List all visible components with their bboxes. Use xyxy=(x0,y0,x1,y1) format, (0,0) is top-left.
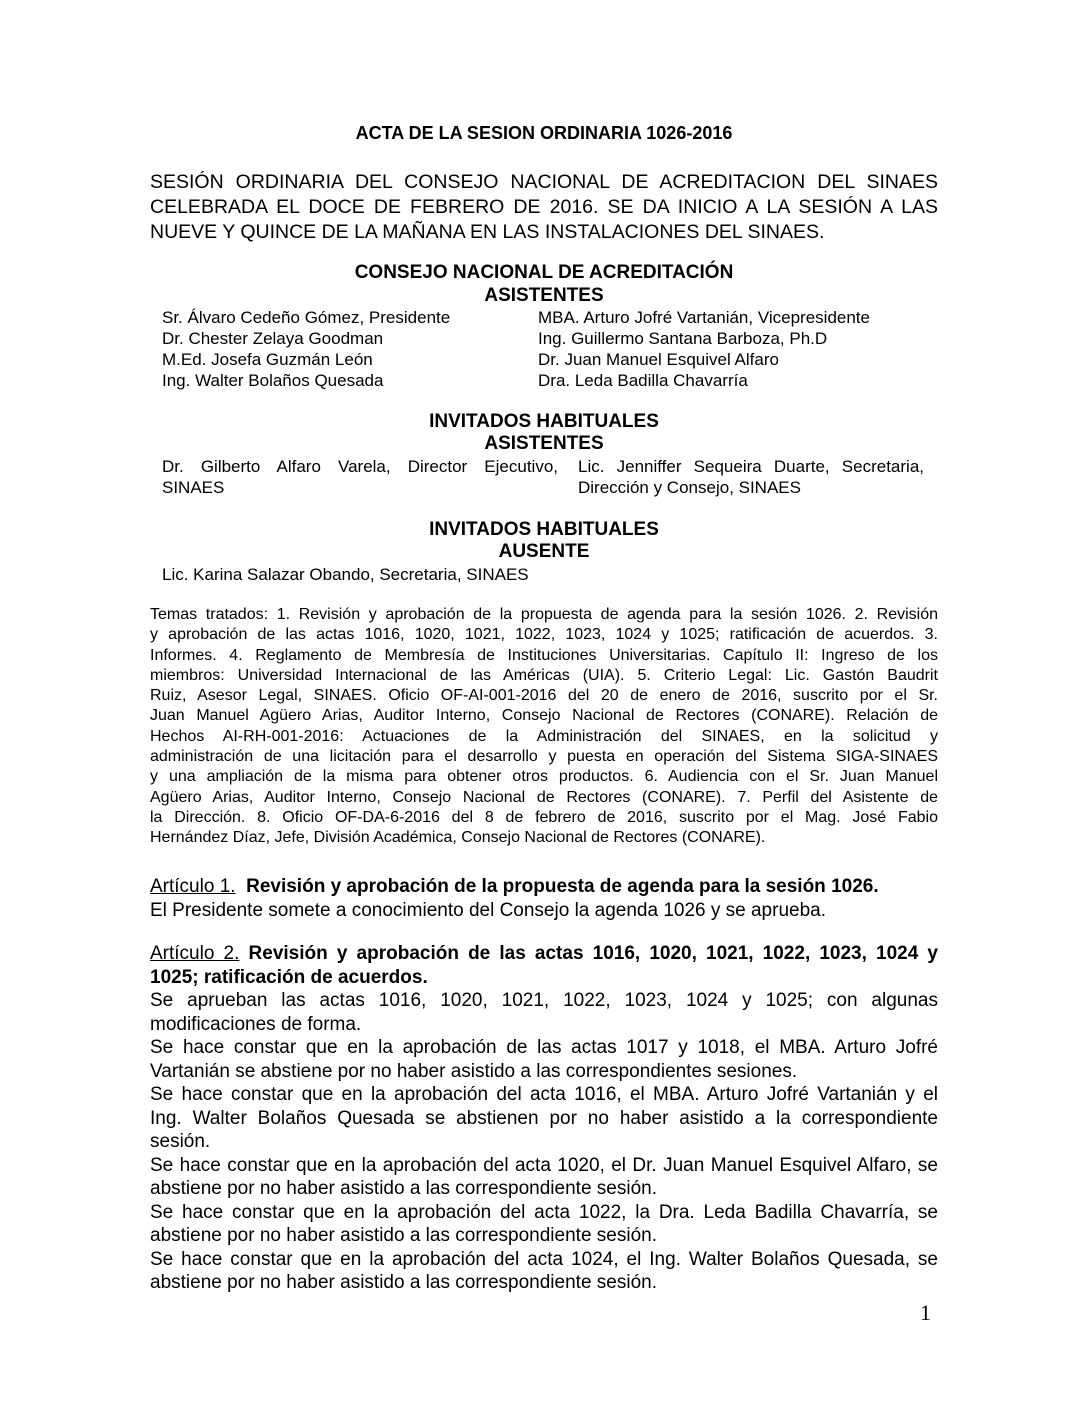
paragraph-line: sesión. xyxy=(150,1131,211,1152)
invitados-asistentes-heading: INVITADOS HABITUALES xyxy=(429,411,659,432)
articulo-1-body: El Presidente somete a conocimiento del Consejo la agenda 1026 y se aprueba. xyxy=(150,899,826,921)
invitado-left xyxy=(162,456,558,498)
paragraph-line: abstiene por no haber asistido a las correspondiente sesión. xyxy=(150,1272,657,1293)
articulo-1 xyxy=(150,875,938,922)
paragraph-line: Se hace constar que en la aprobación del acta 1016, el MBA. Arturo Jofré Vartanián y el xyxy=(150,1084,938,1105)
member-name: Dr. Chester Zelaya Goodman xyxy=(162,329,384,348)
paragraph-line: Se aprueban las actas 1016, 1020, 1021, 1022, 1023, 1024 y 1025; con algunas xyxy=(150,990,938,1011)
temas-line: Temas tratados: 1. Revisión y aprobación de la propuesta de agenda para la sesión 1026. 2. Revisión xyxy=(150,606,938,623)
articulo-label: Artículo 2. xyxy=(150,943,240,964)
temas-line: Ruiz, Asesor Legal, SINAES. Oficio OF-AI-001-2016 del 20 de enero de 2016, suscrito por el Sr. xyxy=(150,687,938,705)
temas-line: Hernández Díaz, Jefe, División Académica, Consejo Nacional de Rectores (CONARE). xyxy=(150,829,766,847)
temas-line: Informes. 4. Reglamento de Membresía de Instituciones Universitarias. Capítulo II: Ingreso de los xyxy=(150,646,938,664)
consejo-members-right xyxy=(538,307,870,391)
paragraph-line: abstiene por no haber asistido a las correspondiente sesión. xyxy=(150,1178,657,1199)
member-name: Ing. Guillermo Santana Barboza, Ph.D xyxy=(538,329,828,348)
temas-line: la Dirección. 8. Oficio OF-DA-6-2016 del 8 de febrero de 2016, suscrito por el Mag. José Fabio xyxy=(150,808,938,826)
paragraph-line: Se hace constar que en la aprobación del acta 1022, la Dra. Leda Badilla Chavarría, se xyxy=(150,1201,938,1223)
invitados-ausente-subheading: AUSENTE xyxy=(498,541,590,562)
temas-line: miembros: Universidad Internacional de las Américas (UIA). 5. Criterio Legal: Lic. Gastón Baudrit xyxy=(150,666,938,684)
temas-line: Agüero Arias, Auditor Interno, Consejo Nacional de Rectores (CONARE). 7. Perfil del Asistente de xyxy=(150,788,938,806)
paragraph-line: Vartanián se abstiene por no haber asistido a las correspondientes sesiones. xyxy=(150,1060,798,1082)
invitado-right xyxy=(578,456,924,498)
temas-line: administración de una licitación para el desarrollo y puesta en operación del Sistema SIGA-SINAES xyxy=(150,748,938,766)
page-number: 1 xyxy=(920,1300,931,1325)
temas-line: y una ampliación de la misma para obtener otros productos. 6. Audiencia con el Sr. Juan Manuel xyxy=(150,768,938,786)
paragraph-line: Se hace constar que en la aprobación del acta 1020, el Dr. Juan Manuel Esquivel Alfaro, se xyxy=(150,1154,938,1176)
member-name: Dr. Juan Manuel Esquivel Alfaro xyxy=(538,350,779,369)
articulo-label: Artículo 1. xyxy=(150,876,236,897)
invitados-asistentes-subheading: ASISTENTES xyxy=(484,433,604,454)
articulo-2 xyxy=(150,942,938,1295)
temas-line: Juan Manuel Agüero Arias, Auditor Interno, Consejo Nacional de Rectores (CONARE). Relación de xyxy=(150,707,938,725)
paragraph-line: abstiene por no haber asistido a las correspondiente sesión. xyxy=(150,1225,657,1246)
member-name: Ing. Walter Bolaños Quesada xyxy=(162,371,384,390)
invitados-ausente-heading: INVITADOS HABITUALES xyxy=(429,519,659,540)
intro-line: NUEVE Y QUINCE DE LA MAÑANA EN LAS INSTALACIONES DEL SINAES. xyxy=(150,221,825,243)
invitado-line: Dirección y Consejo, SINAES xyxy=(578,478,801,497)
member-name: M.Ed. Josefa Guzmán León xyxy=(162,350,373,369)
articulo-1-heading xyxy=(150,875,938,899)
member-name: Sr. Álvaro Cedeño Gómez, Presidente xyxy=(162,308,451,327)
member-name: Lic. Karina Salazar Obando, Secretaria, SINAES xyxy=(162,565,529,584)
intro-line: SESIÓN ORDINARIA DEL CONSEJO NACIONAL DE ACREDITACION DEL SINAES xyxy=(150,171,938,193)
session-intro xyxy=(150,170,938,245)
paragraph-line: Se hace constar que en la aprobación del acta 1024, el Ing. Walter Bolaños Quesada, se xyxy=(150,1248,938,1270)
invitado-line: Lic. Jenniffer Sequeira Duarte, Secretaria, xyxy=(578,457,924,476)
articulo-2-heading xyxy=(150,942,938,966)
member-name: MBA. Arturo Jofré Vartanián, Vicepresidente xyxy=(538,308,870,327)
paragraph-line: Se hace constar que en la aprobación de las actas 1017 y 1018, el MBA. Arturo Jofré xyxy=(150,1037,938,1058)
invitado-line: SINAES xyxy=(162,478,225,497)
articulo-title: Revisión y aprobación de la propuesta de agenda para la sesión 1026. xyxy=(246,876,879,897)
paragraph-line: Ing. Walter Bolaños Quesada se abstienen por no haber asistido a la correspondiente xyxy=(150,1107,938,1129)
temas-line: y aprobación de las actas 1016, 1020, 1021, 1022, 1023, 1024 y 1025; ratificación de acuerdos. 3. xyxy=(150,626,938,644)
articulo-title: Revisión y aprobación de las actas 1016, 1020, 1021, 1022, 1023, 1024 y xyxy=(248,943,938,964)
temas-line: Hechos AI-RH-001-2016: Actuaciones de la Administración del SINAES, en la solicitud y xyxy=(150,727,938,745)
consejo-members-left xyxy=(162,307,450,391)
ausente-entry xyxy=(162,564,529,585)
intro-line: CELEBRADA EL DOCE DE FEBRERO DE 2016. SE DA INICIO A LA SESIÓN A LAS xyxy=(150,196,938,218)
paragraph-line: modificaciones de forma. xyxy=(150,1013,362,1035)
invitado-line: Dr. Gilberto Alfaro Varela, Director Ejecutivo, xyxy=(162,457,558,476)
consejo-heading: CONSEJO NACIONAL DE ACREDITACIÓN xyxy=(354,262,734,283)
document-title: ACTA DE LA SESION ORDINARIA 1026-2016 xyxy=(355,123,733,143)
consejo-subheading: ASISTENTES xyxy=(484,285,604,306)
member-name: Dra. Leda Badilla Chavarría xyxy=(538,371,748,390)
temas-tratados xyxy=(150,605,938,849)
articulo-title-cont: 1025; ratificación de acuerdos. xyxy=(150,966,428,988)
